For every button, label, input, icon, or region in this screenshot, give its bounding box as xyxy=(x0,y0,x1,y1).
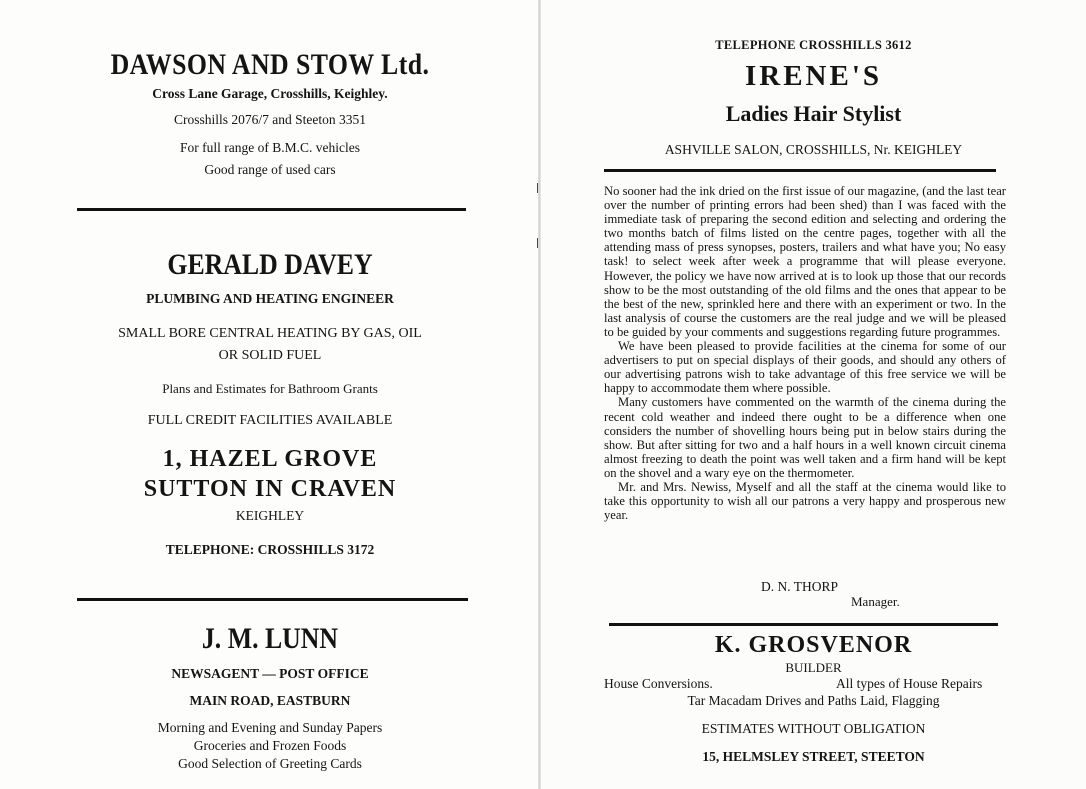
divider-rule xyxy=(604,169,996,172)
dawson-range: For full range of B.M.C. vehicles xyxy=(180,140,360,155)
grosvenor-repairs: All types of House Repairs xyxy=(836,676,983,691)
gerald-address-line2: SUTTON IN CRAVEN xyxy=(143,476,397,502)
lunn-title: J. M. LUNN xyxy=(201,622,339,655)
gerald-heating: SMALL BORE CENTRAL HEATING BY GAS, OIL xyxy=(118,326,422,341)
dawson-title: DAWSON AND STOW Ltd. xyxy=(110,48,430,81)
lunn-subtitle: NEWSAGENT — POST OFFICE xyxy=(171,666,369,681)
manager-letter xyxy=(604,184,1006,522)
grosvenor-address: 15, HELMSLEY STREET, STEETON xyxy=(702,749,925,764)
dawson-address: Cross Lane Garage, Crosshills, Keighley. xyxy=(152,86,388,101)
gutter-mark xyxy=(537,183,538,193)
article-paragraph: Mr. and Mrs. Newiss, Myself and all the staff at the cinema would like to take this opportunity to wish all our patrons a very happy and prosperous new year. xyxy=(604,479,1006,523)
article-paragraph: Many customers have commented on the warmth of the cinema during the recent cold weather and indeed there ought to be a difference when one considers the number of shovelling hours being put in below stairs during the show. But after sitting for two and a half hours in a well known circuit cinema almost freezing to death the point was well taken and a firm hand will be kept on the shovel and a wary eye on the thermometer. xyxy=(604,395,1006,480)
gerald-address-line1: 1, HAZEL GROVE xyxy=(162,446,378,472)
lunn-road: MAIN ROAD, EASTBURN xyxy=(189,693,351,708)
lunn-line: Groceries and Frozen Foods xyxy=(193,738,347,753)
grosvenor-title: K. GROSVENOR xyxy=(714,632,913,658)
irene-subtitle: Ladies Hair Stylist xyxy=(725,101,902,126)
article-paragraph: We have been pleased to provide facilities at the cinema for some of our advertisers to put on special displays of their goods, and should any others of our advertising patrons wish to take advantage of this free service we will be happy to accommodate them where possible. xyxy=(604,339,1006,396)
gerald-fuel: OR SOLID FUEL xyxy=(218,348,322,363)
gutter-mark xyxy=(537,238,538,248)
grosvenor-builder: BUILDER xyxy=(785,660,842,675)
grosvenor-estimates: ESTIMATES WITHOUT OBLIGATION xyxy=(701,721,926,736)
gerald-subtitle: PLUMBING AND HEATING ENGINEER xyxy=(146,291,394,306)
lunn-line: Good Selection of Greeting Cards xyxy=(178,756,362,771)
grosvenor-tar: Tar Macadam Drives and Paths Laid, Flagging xyxy=(687,693,940,708)
grosvenor-conversions: House Conversions. xyxy=(604,676,713,691)
irene-address: ASHVILLE SALON, CROSSHILLS, Nr. KEIGHLEY xyxy=(664,142,963,157)
article-paragraph: No sooner had the ink dried on the first issue of our magazine, (and the last tear over the number of printing errors had been shed) than I was faced with the immediate task of preparing the second edition and selecting and ordering the two months batch of films listed on the centre pages, together with all the attending mass of press synopses, posters, trailers and what have you; No easy task! to select week after week a programme that will please everyone. However, the policy we have now arrived at is to look up those that our records show to be the most outstanding of the old films and the ones that appear to be the best of the new, sprinkled here and there with an experiment or two. In the last analysis of course the customers are the real judge and we will be pleased to be guided by your comments and suggestions regarding future programmes. xyxy=(604,184,1006,339)
divider-rule xyxy=(77,208,466,211)
gerald-credit: FULL CREDIT FACILITIES AVAILABLE xyxy=(147,413,393,428)
dawson-used-cars: Good range of used cars xyxy=(204,162,336,177)
divider-rule xyxy=(77,598,468,601)
gerald-telephone: TELEPHONE: CROSSHILLS 3172 xyxy=(165,542,375,557)
irene-title: IRENE'S xyxy=(744,60,883,92)
dawson-phones: Crosshills 2076/7 and Steeton 3351 xyxy=(174,112,366,127)
signature-name: D. N. THORP xyxy=(761,579,839,594)
gerald-plans: Plans and Estimates for Bathroom Grants xyxy=(162,381,378,396)
signature-role: Manager. xyxy=(851,594,900,609)
lunn-line: Morning and Evening and Sunday Papers xyxy=(157,720,383,735)
left-page xyxy=(0,0,540,789)
gerald-town: KEIGHLEY xyxy=(235,508,305,523)
right-page xyxy=(541,0,1086,789)
divider-rule xyxy=(609,623,998,626)
gerald-title: GERALD DAVEY xyxy=(167,248,373,281)
irene-telephone: TELEPHONE CROSSHILLS 3612 xyxy=(715,38,912,52)
